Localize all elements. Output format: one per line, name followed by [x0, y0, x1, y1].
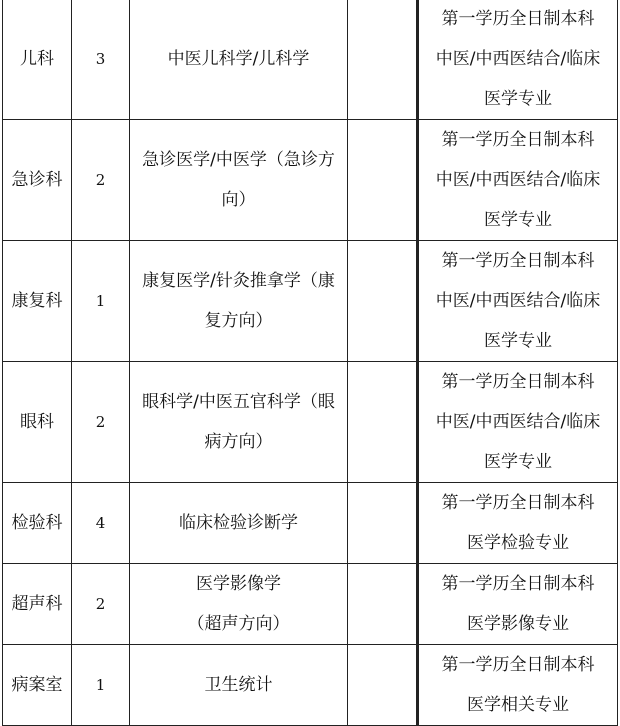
requirement-cell	[418, 120, 618, 241]
blank-cell	[348, 362, 418, 483]
requirement-line: 中医/中西医结合/临床	[435, 49, 601, 69]
count-cell: 2	[72, 120, 130, 241]
major-cell	[130, 362, 348, 483]
major-text: 中医儿科学/儿科学	[167, 49, 310, 69]
major-cell	[130, 0, 348, 120]
major-text: 向）	[221, 190, 256, 210]
requirement-line: 第一学历全日制本科	[441, 130, 595, 150]
requirement-cell	[418, 564, 618, 645]
requirement-line: 中医/中西医结合/临床	[435, 412, 601, 432]
count-cell: 2	[72, 564, 130, 645]
requirement-line: 医学专业	[484, 331, 552, 351]
major-cell	[130, 120, 348, 241]
blank-cell	[348, 645, 418, 726]
table-row	[3, 564, 618, 645]
dept-cell: 检验科	[3, 483, 72, 564]
dept-cell: 超声科	[3, 564, 72, 645]
requirement-line: 第一学历全日制本科	[441, 251, 595, 271]
blank-cell	[348, 241, 418, 362]
dept-cell: 儿科	[3, 0, 72, 120]
requirement-line: 第一学历全日制本科	[441, 655, 595, 675]
recruitment-table	[2, 0, 618, 726]
count-cell: 2	[72, 362, 130, 483]
count-cell: 1	[72, 645, 130, 726]
requirement-line: 医学专业	[484, 89, 552, 109]
dept-cell: 眼科	[3, 362, 72, 483]
major-text: 卫生统计	[204, 675, 273, 695]
major-cell	[130, 241, 348, 362]
major-cell	[130, 564, 348, 645]
dept-cell: 康复科	[3, 241, 72, 362]
table-row	[3, 241, 618, 362]
blank-cell	[348, 564, 418, 645]
count-cell: 3	[72, 0, 130, 120]
major-text: 复方向）	[204, 311, 273, 331]
requirement-line: 第一学历全日制本科	[441, 9, 595, 29]
major-text: 康复医学/针灸推拿学（康	[142, 271, 335, 291]
table-row	[3, 362, 618, 483]
requirement-cell	[418, 0, 618, 120]
requirement-line: 第一学历全日制本科	[441, 493, 595, 513]
major-text: 病方向）	[204, 432, 273, 452]
table-row	[3, 645, 618, 726]
major-cell	[130, 645, 348, 726]
table-row	[3, 0, 618, 120]
count-cell: 4	[72, 483, 130, 564]
dept-cell: 病案室	[3, 645, 72, 726]
requirement-cell	[418, 645, 618, 726]
major-text: 临床检验诊断学	[179, 513, 298, 533]
requirement-line: 医学检验专业	[467, 533, 569, 553]
requirement-cell	[418, 362, 618, 483]
requirement-line: 第一学历全日制本科	[441, 372, 595, 392]
requirement-cell	[418, 483, 618, 564]
requirement-line: 中医/中西医结合/临床	[435, 170, 601, 190]
requirement-line: 中医/中西医结合/临床	[435, 291, 601, 311]
blank-cell	[348, 0, 418, 120]
table-row	[3, 483, 618, 564]
count-cell: 1	[72, 241, 130, 362]
major-text: 急诊医学/中医学（急诊方	[142, 150, 335, 170]
blank-cell	[348, 483, 418, 564]
major-text: （超声方向）	[187, 614, 290, 634]
major-text: 医学影像学	[196, 574, 281, 594]
requirement-line: 医学影像专业	[467, 614, 569, 634]
dept-cell: 急诊科	[3, 120, 72, 241]
requirement-line: 医学专业	[484, 452, 552, 472]
major-text: 眼科学/中医五官科学（眼	[142, 392, 335, 412]
requirement-line: 医学专业	[484, 210, 552, 230]
requirement-cell	[418, 241, 618, 362]
requirement-line: 医学相关专业	[467, 695, 569, 715]
requirement-line: 第一学历全日制本科	[441, 574, 595, 594]
major-cell	[130, 483, 348, 564]
table-row	[3, 120, 618, 241]
blank-cell	[348, 120, 418, 241]
